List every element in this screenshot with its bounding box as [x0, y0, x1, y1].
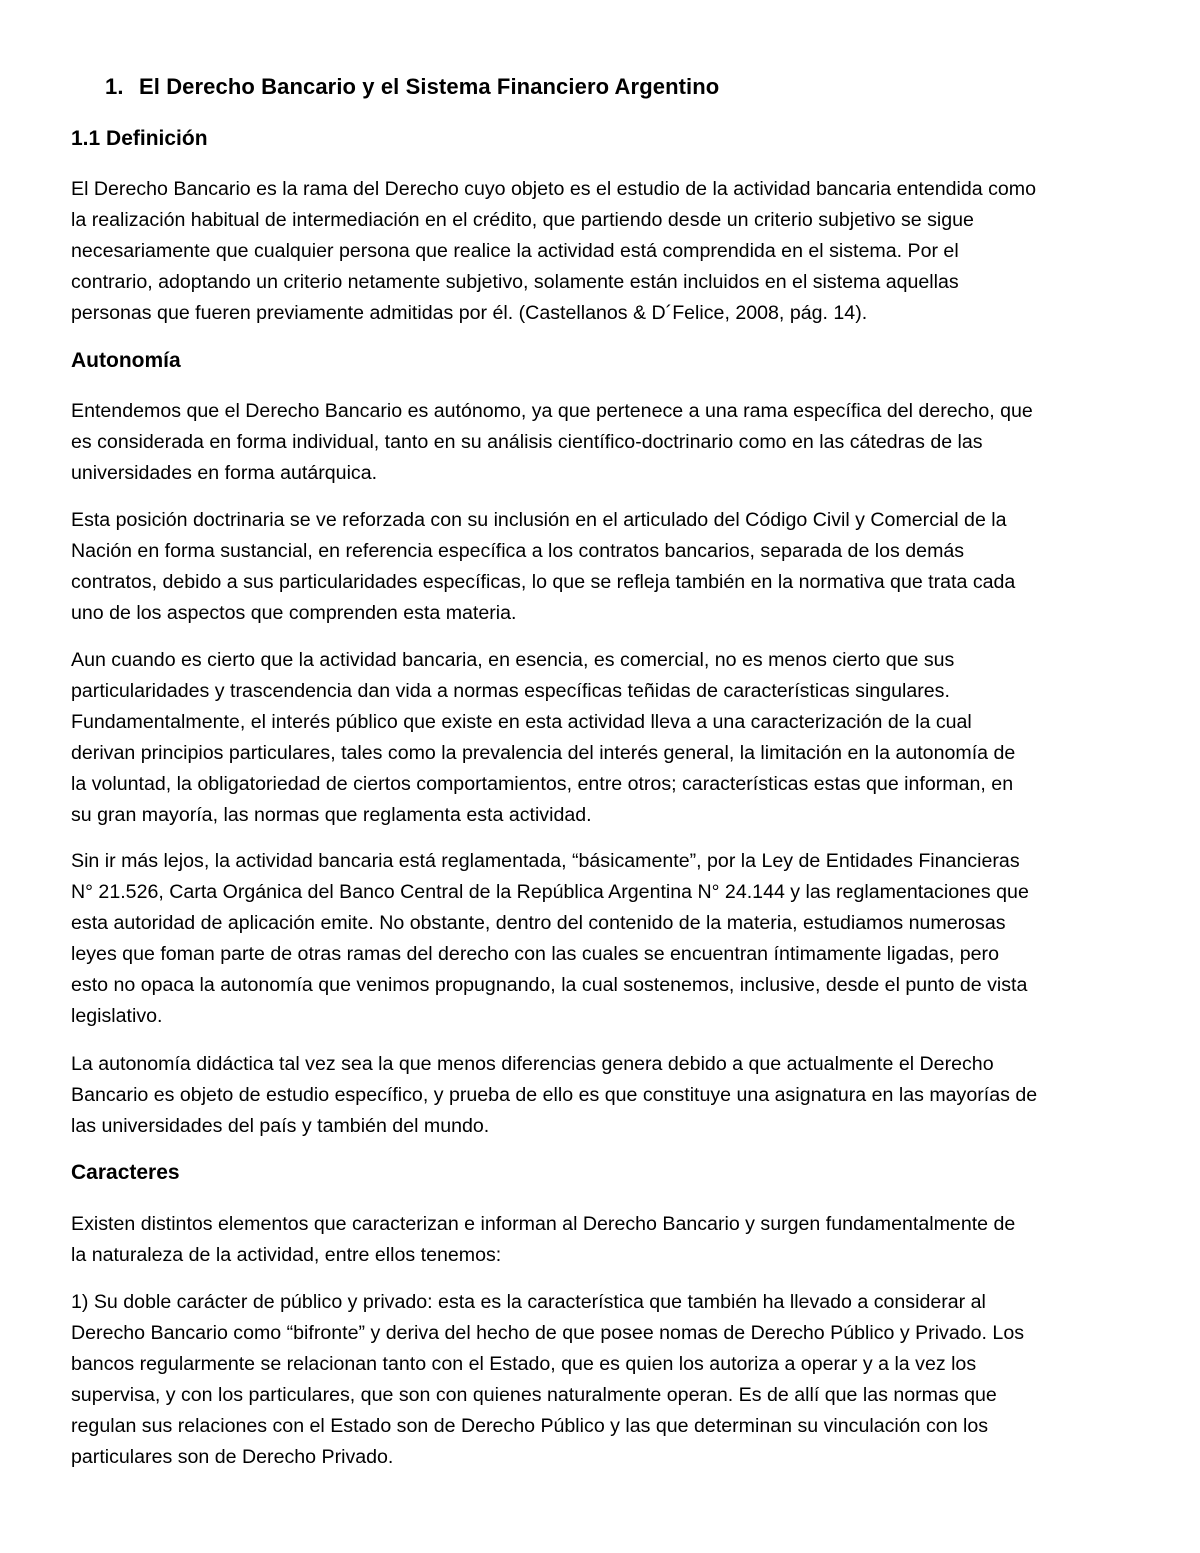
text-line: La autonomía didáctica tal vez sea la que menos diferencias genera debido a que actualmente el Derecho: [71, 1053, 994, 1075]
paragraph-caracteres-1: [71, 1209, 1129, 1271]
text-line: las universidades del país y también del mundo.: [71, 1115, 490, 1137]
text-line: esta autoridad de aplicación emite. No obstante, dentro del contenido de la materia, estudiamos numerosas: [71, 912, 1006, 934]
text-line: la voluntad, la obligatoriedad de ciertos comportamientos, entre otros; características estas que informan, en: [71, 773, 1014, 795]
document-title: [105, 74, 719, 100]
text-line: Derecho Bancario como “bifronte” y deriva del hecho de que posee nomas de Derecho Público y Privado. Los: [71, 1322, 1025, 1344]
text-line: particulares son de Derecho Privado.: [71, 1446, 394, 1468]
text-line: regulan sus relaciones con el Estado son de Derecho Público y las que determinan su vinculación con los: [71, 1415, 989, 1437]
text-line: su gran mayoría, las normas que reglamenta esta actividad.: [71, 804, 592, 826]
text-line: Sin ir más lejos, la actividad bancaria está reglamentada, “básicamente”, por la Ley de Entidades Financieras: [71, 850, 1020, 872]
text-line: Bancario es objeto de estudio específico, y prueba de ello es que constituye una asignatura en las mayorías de: [71, 1084, 1038, 1106]
paragraph-definicion: [71, 174, 1129, 329]
heading-caracteres: Caracteres: [71, 1161, 180, 1184]
text-line: contrario, adoptando un criterio netamente subjetivo, solamente están incluidos en el sistema aquellas: [71, 271, 959, 293]
paragraph-autonomia-4: [71, 846, 1129, 1032]
text-line: necesariamente que cualquier persona que realice la actividad está comprendida en el sistema. Por el: [71, 240, 959, 262]
text-line: es considerada en forma individual, tanto en su análisis científico-doctrinario como en las cátedras de las: [71, 431, 983, 453]
text-line: N° 21.526, Carta Orgánica del Banco Central de la República Argentina N° 24.144 y las reglamentaciones que: [71, 881, 1029, 903]
text-line: particularidades y trascendencia dan vida a normas específicas teñidas de características singulares.: [71, 680, 950, 702]
text-line: uno de los aspectos que comprenden esta materia.: [71, 602, 517, 624]
paragraph-autonomia-2: [71, 505, 1129, 629]
text-line: la naturaleza de la actividad, entre ellos tenemos:: [71, 1244, 502, 1266]
text-line: esto no opaca la autonomía que venimos propugnando, la cual sostenemos, inclusive, desde el punto de vista: [71, 974, 1028, 996]
text-line: legislativo.: [71, 1005, 163, 1027]
text-line: Nación en forma sustancial, en referencia específica a los contratos bancarios, separada de los demás: [71, 540, 965, 562]
text-line: personas que fueren previamente admitidas por él. (Castellanos & D´Felice, 2008, pág. 14).: [71, 302, 868, 324]
paragraph-autonomia-1: [71, 396, 1129, 489]
text-line: 1) Su doble carácter de público y privado: esta es la característica que también ha llevado a considerar al: [71, 1291, 986, 1313]
text-line: Existen distintos elementos que caracterizan e informan al Derecho Bancario y surgen fundamentalmente de: [71, 1213, 1016, 1235]
text-line: contratos, debido a sus particularidades específicas, lo que se refleja también en la normativa que trata cada: [71, 571, 1016, 593]
paragraph-autonomia-5: [71, 1049, 1129, 1142]
heading-autonomia: Autonomía: [71, 349, 181, 372]
text-line: Fundamentalmente, el interés público que existe en esta actividad lleva a una caracterización de la cual: [71, 711, 972, 733]
text-line: El Derecho Bancario es la rama del Derecho cuyo objeto es el estudio de la actividad bancaria entendida como: [71, 178, 1037, 200]
title-number: 1.: [105, 74, 124, 99]
text-line: leyes que foman parte de otras ramas del derecho con las cuales se encuentran íntimamente ligadas, pero: [71, 943, 999, 965]
text-line: Entendemos que el Derecho Bancario es autónomo, ya que pertenece a una rama específica del derecho, que: [71, 400, 1033, 422]
text-line: supervisa, y con los particulares, que son con quienes naturalmente operan. Es de allí que las normas que: [71, 1384, 997, 1406]
text-line: universidades en forma autárquica.: [71, 462, 378, 484]
text-line: derivan principios particulares, tales como la prevalencia del interés general, la limitación en la autonomía de: [71, 742, 1016, 764]
title-text: El Derecho Bancario y el Sistema Financiero Argentino: [139, 74, 720, 99]
text-line: bancos regularmente se relacionan tanto con el Estado, que es quien los autoriza a operar y a la vez los: [71, 1353, 977, 1375]
heading-definicion: 1.1 Definición: [71, 127, 208, 150]
text-line: Esta posición doctrinaria se ve reforzada con su inclusión en el articulado del Código Civil y Comercial de la: [71, 509, 1007, 531]
text-line: la realización habitual de intermediación en el crédito, que partiendo desde un criterio subjetivo se sigue: [71, 209, 974, 231]
paragraph-caracteres-2: [71, 1287, 1129, 1473]
paragraph-autonomia-3: [71, 645, 1129, 831]
text-line: Aun cuando es cierto que la actividad bancaria, en esencia, es comercial, no es menos cierto que sus: [71, 649, 955, 671]
